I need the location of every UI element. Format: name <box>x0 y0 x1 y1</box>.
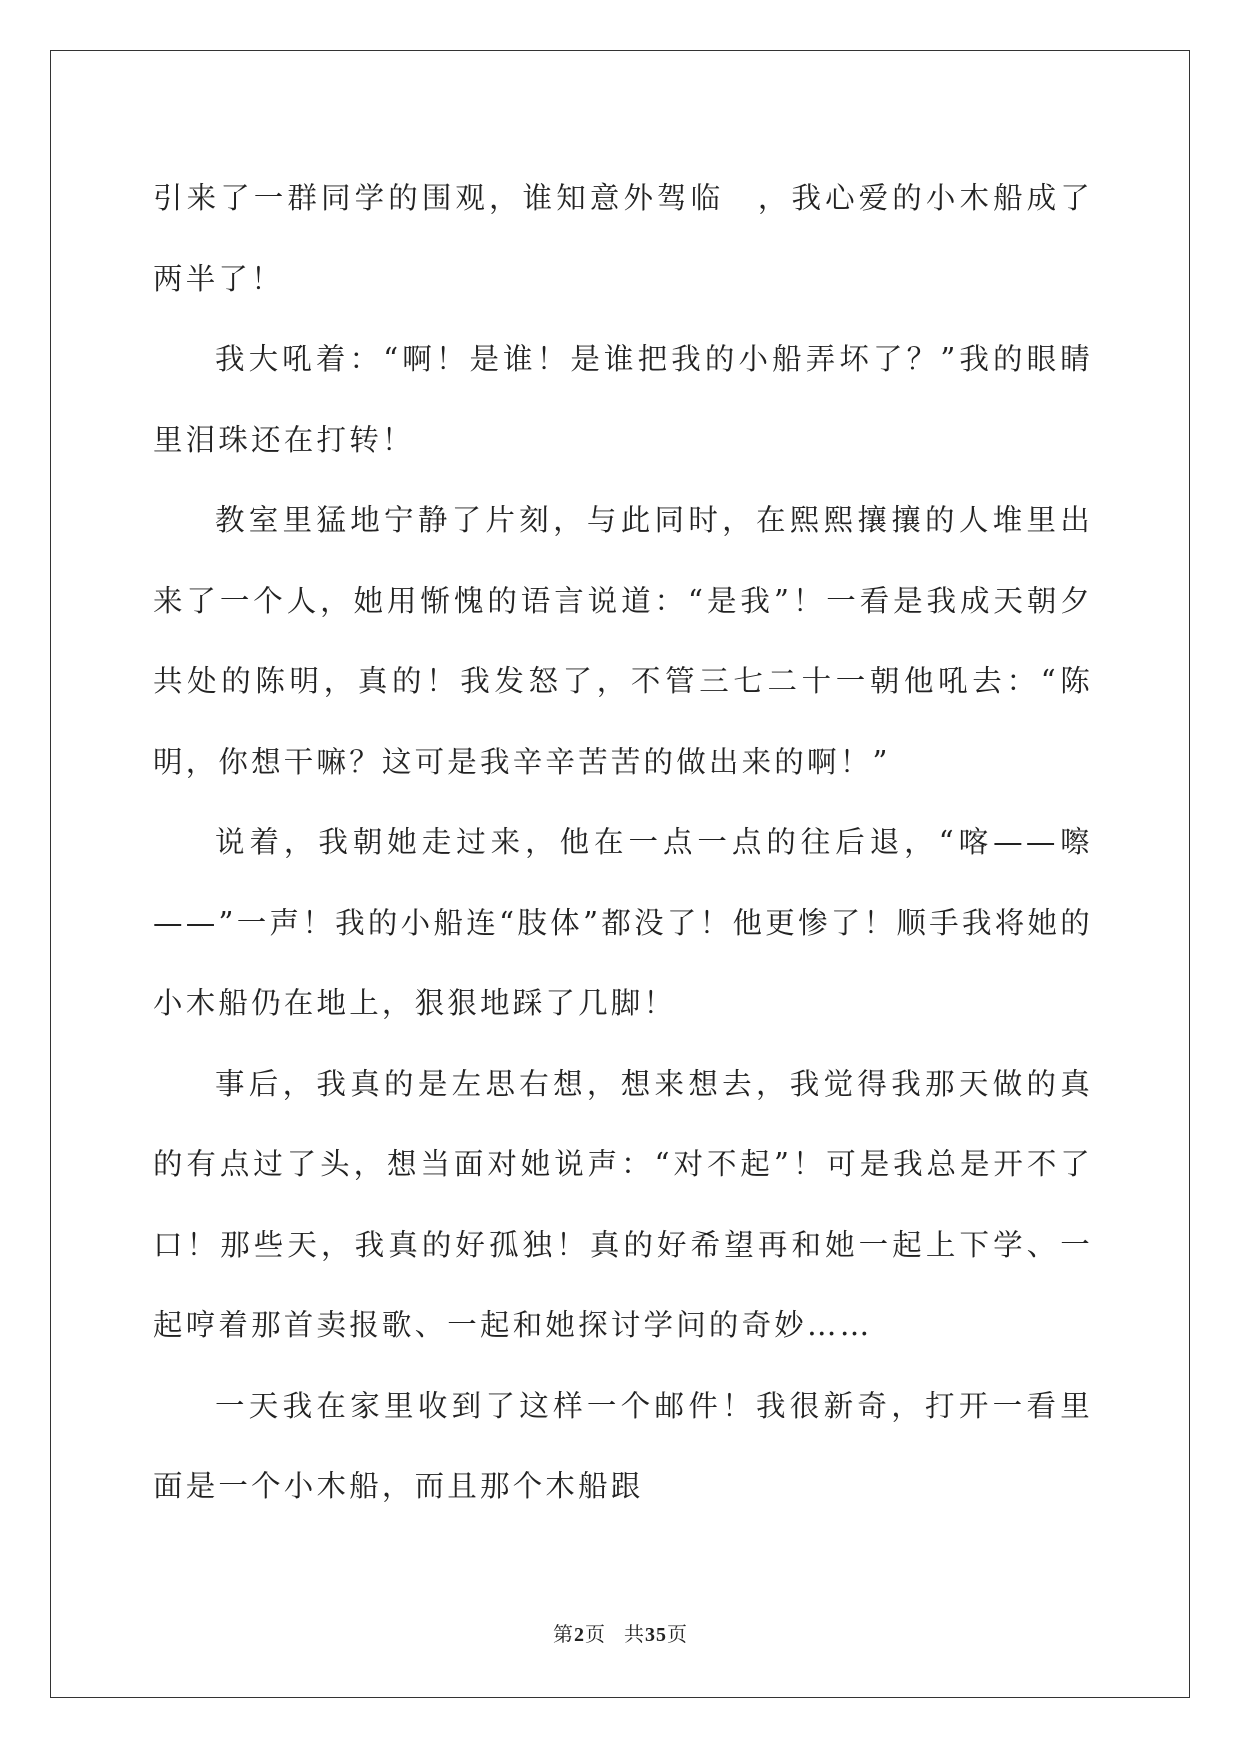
page-number: 2 <box>574 1624 585 1646</box>
document-body <box>153 158 1093 1527</box>
page-prefix: 第 <box>553 1624 574 1646</box>
paragraph-2: 我大吼着：“啊！是谁！是谁把我的小船弄坏了？”我的眼睛里泪珠还在打转！ <box>153 342 1093 457</box>
total-pages: 35 <box>645 1624 667 1646</box>
paragraph-4: 说着，我朝她走过来，他在一点一点的往后退，“喀——嚓——”一声！我的小船连“肢体”都没了！他更惨了！顺手我将她的小木船仍在地上，狠狠地踩了几脚！ <box>153 825 1093 1020</box>
paragraph-1: 引来了一群同学的围观，谁知意外驾临 ，我心爱的小木船成了两半了！ <box>153 181 1093 296</box>
total-prefix: 共 <box>624 1624 645 1646</box>
paragraph-3: 教室里猛地宁静了片刻，与此同时，在熙熙攘攘的人堆里出来了一个人，她用惭愧的语言说道：“是我”！一看是我成天朝夕共处的陈明，真的！我发怒了，不管三七二十一朝他吼去：“陈明，你想干嘛？这可是我辛辛苦苦的做出来的啊！” <box>153 503 1093 779</box>
paragraph-5: 事后，我真的是左思右想，想来想去，我觉得我那天做的真的有点过了头，想当面对她说声：“对不起”！可是我总是开不了口！那些天，我真的好孤独！真的好希望再和她一起上下学、一起哼着那首卖报歌、一起和她探讨学问的奇妙…… <box>153 1066 1093 1342</box>
page-suffix: 页 <box>585 1624 606 1646</box>
total-suffix: 页 <box>667 1624 688 1646</box>
page-footer <box>0 1618 1241 1647</box>
paragraph-6: 一天我在家里收到了这样一个邮件！我很新奇，打开一看里面是一个小木船，而且那个木船跟 <box>153 1388 1093 1503</box>
